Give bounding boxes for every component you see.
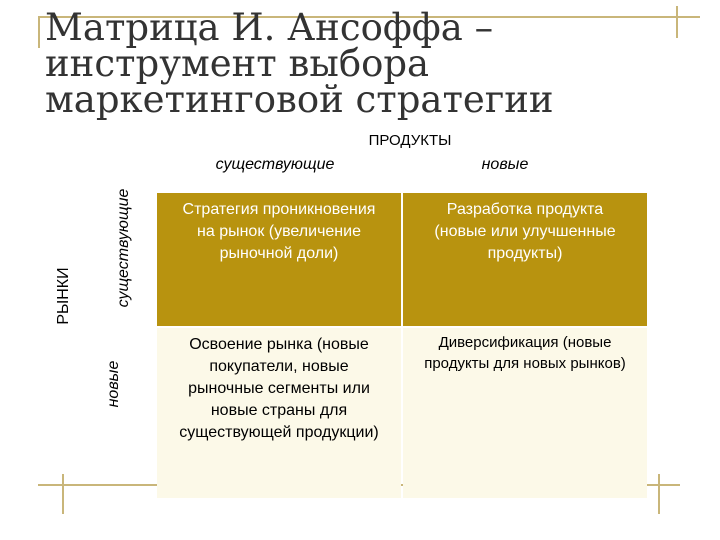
decor-line-left [38,16,40,48]
decor-tick-bottom-left [62,474,64,514]
page-title [45,6,685,121]
row-header-existing: существующие [115,188,132,308]
markets-header: РЫНКИ [55,267,72,325]
column-header-new: новые [481,156,529,173]
cell-diversification: Диверсификация (новые продукты для новых рынков) [403,328,647,498]
column-header-existing: существующие [215,156,335,173]
cell-market-development: Освоение рынка (новые покупатели, новые рыночные сегменты или новые страны для существующей продукции) [157,328,401,498]
decor-tick-bottom-right [658,474,660,514]
title-line-1: Матрица И. Ансоффа – [45,6,494,49]
title-line-3: маркетинговой стратегии [45,78,554,121]
row-header-new: новые [105,360,122,408]
cell-product-development: Разработка продукта (новые или улучшенные продукты) [403,193,647,326]
products-header: ПРОДУКТЫ [368,132,452,149]
title-line-2: инструмент выбора [45,42,430,85]
cell-penetration: Стратегия проникновения на рынок (увеличение рыночной доли) [157,193,401,326]
